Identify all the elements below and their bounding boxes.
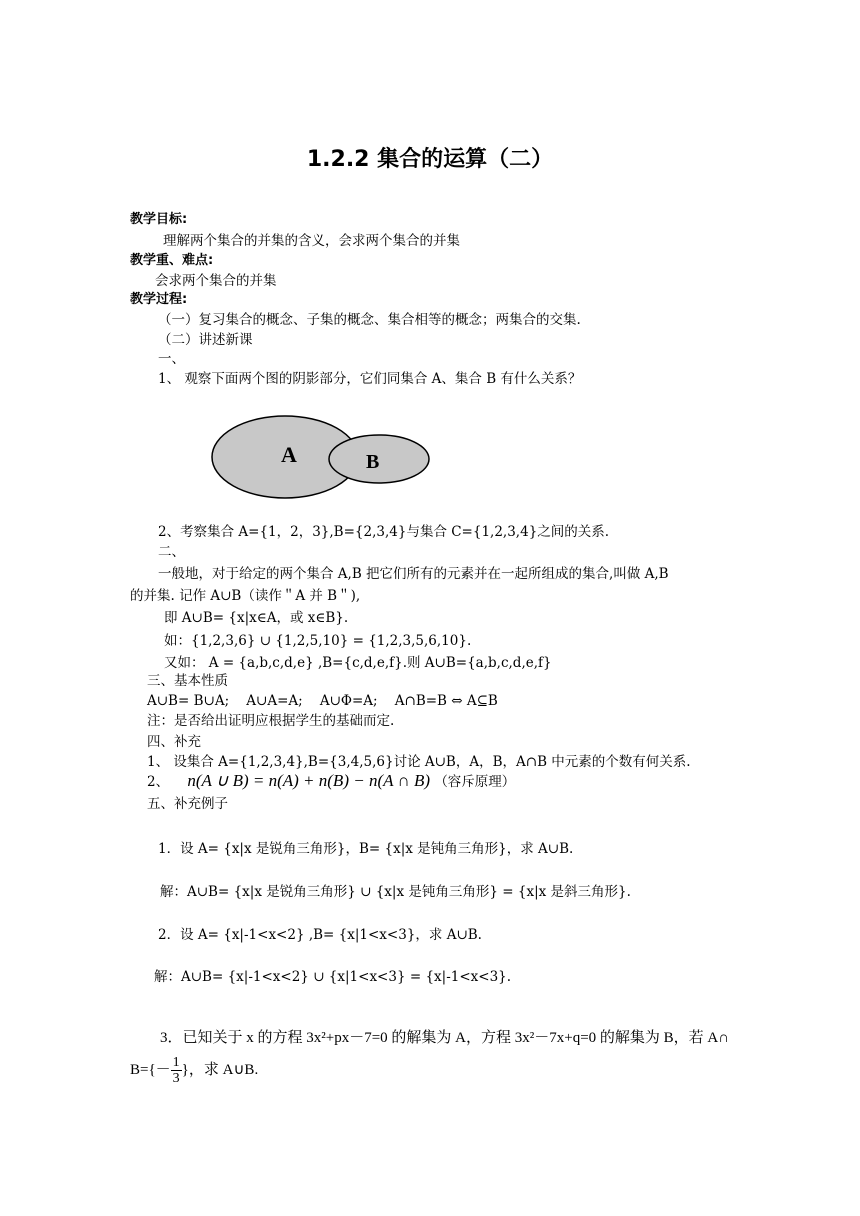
fraction-denominator: 3 — [172, 1071, 180, 1087]
goal-heading: 教学目标: — [130, 212, 188, 227]
question-one: 1、 观察下面两个图的阴影部分，它们同集合 A、集合 B 有什么关系？ — [158, 371, 582, 387]
key-heading: 教学重、难点: — [130, 253, 214, 268]
inclusion-exclusion-note: （容斥原理） — [434, 774, 516, 790]
example-c-suffix: }，求 A∪B. — [181, 1062, 259, 1078]
page-title: 1.2.2 集合的运算（二） — [306, 147, 554, 172]
proof-note: 注：是否给出证明应根据学生的基础而定. — [147, 713, 395, 729]
supplement-two — [147, 772, 515, 791]
negative-one-third-fraction — [171, 1055, 182, 1086]
section-three-heading: 三、基本性质 — [147, 673, 228, 689]
process-heading: 教学过程: — [130, 292, 188, 307]
section-one-heading: 一、 — [158, 351, 185, 367]
section-two-heading: 二、 — [158, 544, 185, 560]
key-text: 会求两个集合的并集 — [155, 273, 277, 289]
example-c-prefix: B={－ — [130, 1062, 171, 1078]
inclusion-exclusion-formula: n(A ∪ B) = n(A) + n(B) − n(A ∩ B) — [187, 771, 431, 790]
example-b-solution: 解：A∪B= {x|-1<x<2} ∪ {x|1<x<3} = {x|-1<x<3}. — [154, 969, 512, 985]
example-a: 1．设 A= {x|x 是锐角三角形}，B= {x|x 是钝角三角形}，求 A∪B. — [158, 841, 574, 857]
union-properties: A∪B= B∪A; A∪A=A; A∪Φ=A; A∩B=B ⇔ A⊆B — [147, 693, 498, 709]
section-four-heading: 四、补充 — [147, 734, 201, 750]
new-lesson-step: （二）讲述新课 — [158, 332, 253, 348]
example-b: 2．设 A= {x|-1<x<2} ,B= {x|1<x<3}，求 A∪B. — [158, 927, 482, 943]
example-c-line2 — [130, 1053, 258, 1087]
goal-text: 理解两个集合的并集的含义，会求两个集合的并集 — [163, 233, 460, 249]
question-two: 2、考察集合 A={1，2，3},B={2,3,4}与集合 C={1,2,3,4}之间的关系. — [158, 524, 610, 540]
section-five-heading: 五、补充例子 — [147, 796, 228, 812]
set-a-label: A — [281, 442, 297, 467]
union-definition-line1: 一般地，对于给定的两个集合 A,B 把它们所有的元素并在一起所组成的集合,叫做 A,B — [158, 566, 669, 582]
example-a-solution: 解：A∪B= {x|x 是锐角三角形} ∪ {x|x 是钝角三角形} = {x|x 是斜三角形}. — [160, 884, 631, 900]
fraction-numerator: 1 — [172, 1055, 180, 1071]
supplement-two-number: 2、 — [147, 774, 170, 790]
set-b-label: B — [366, 451, 380, 473]
example-two: 又如： A = {a,b,c,d,e} ,B={c,d,e,f}.则 A∪B={a,b,c,d,e,f} — [164, 655, 552, 671]
venn-diagram — [205, 410, 435, 506]
example-one: 如：{1,2,3,6} ∪ {1,2,5,10} = {1,2,3,5,6,10}. — [164, 633, 472, 649]
union-formula: 即 A∪B= {x|x∈A，或 x∈B}. — [164, 610, 349, 626]
review-step: （一）复习集合的概念、子集的概念、集合相等的概念；两集合的交集. — [158, 312, 581, 328]
union-definition-line2: 的并集. 记作 A∪B（读作＂A 并 B＂), — [130, 588, 361, 604]
supplement-one: 1、 设集合 A={1,2,3,4},B={3,4,5,6}讨论 A∪B，A，B，A∩B 中元素的个数有何关系. — [147, 754, 691, 770]
example-c-line1: 3．已知关于 x 的方程 3x²+px－7=0 的解集为 A，方程 3x²－7x+q=0 的解集为 B，若 A∩ — [160, 1030, 730, 1046]
